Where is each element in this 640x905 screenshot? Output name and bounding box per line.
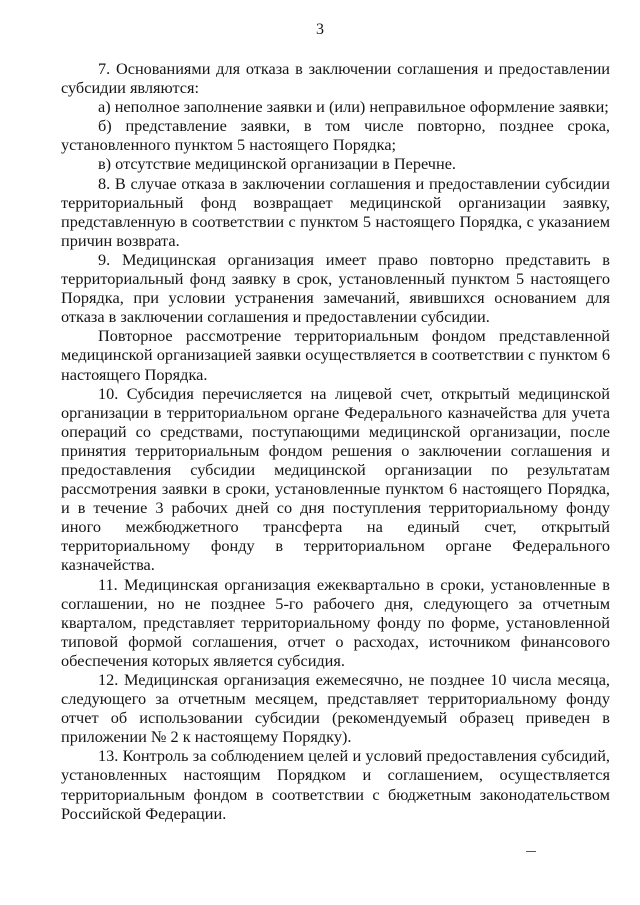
paragraph-12: 12. Медицинская организация ежемесячно, не позднее 10 числа месяца, следующего за отчетным месяцем, представляет территориальному фонду отчет об использовании субсидии (рекомендуемый образец приведен в приложении № 2 к настоящему Порядку). [61, 670, 610, 747]
paragraph-7c: в) отсутствие медицинской организации в Перечне. [98, 154, 456, 174]
document-body [61, 59, 610, 823]
paragraph-7: 7. Основаниями для отказа в заключении соглашения и предоставлении субсидии являются: [61, 59, 610, 98]
scan-mark [526, 851, 536, 852]
paragraph-9-repeat-review: Повторное рассмотрение территориальным фондом представленной медицинской организацией заявки осуществляется в соответствии с пунктом 6 настоящего Порядка. [61, 326, 610, 384]
paragraph-13: 13. Контроль за соблюдением целей и условий предоставления субсидий, установленных настоящим Порядком и соглашением, осуществляется территориальным фондом в соответствии с бюджетным законодательством Российской Федерации. [61, 746, 610, 823]
page-number: 3 [316, 21, 324, 38]
paragraph-10: 10. Субсидия перечисляется на лицевой счет, открытый медицинской организации в территориальном органе Федерального казначейства для учета операций со средствами, поступающими медицинской организации, после принятия территориальным фондом решения о заключении соглашения и предоставления субсидии медицинской организации по результатам рассмотрения заявки в сроки, установленные пунктом 6 настоящего Порядка, и в течение 3 рабочих дней со дня поступления территориальному фонду иного межбюджетного трансферта на единый счет, открытый территориальному фонду в территориальном органе Федерального казначейства. [61, 383, 610, 575]
paragraph-7b: б) представление заявки, в том числе повторно, позднее срока, установленного пунктом 5 настоящего Порядка; [61, 116, 610, 155]
paragraph-11: 11. Медицинская организация ежеквартально в сроки, установленные в соглашении, но не позднее 5-го рабочего дня, следующего за отчетным кварталом, представляет территориальному фонду по форме, установленной типовой формой соглашения, отчет о расходах, источником финансового обеспечения которых является субсидия. [61, 574, 610, 670]
paragraph-8: 8. В случае отказа в заключении соглашения и предоставлении субсидии территориальный фонд возвращает медицинской организации заявку, представленную в соответствии с пунктом 5 настоящего Порядка, с указанием причин возврата. [61, 173, 610, 250]
paragraph-7a: а) неполное заполнение заявки и (или) неправильное оформление заявки; [98, 97, 609, 117]
paragraph-9: 9. Медицинская организация имеет право повторно представить в территориальный фонд заявку в срок, установленный пунктом 5 настоящего Порядка, при условии устранения замечаний, явившихся основанием для отказа в заключении соглашения и предоставлении субсидии. [61, 249, 610, 327]
